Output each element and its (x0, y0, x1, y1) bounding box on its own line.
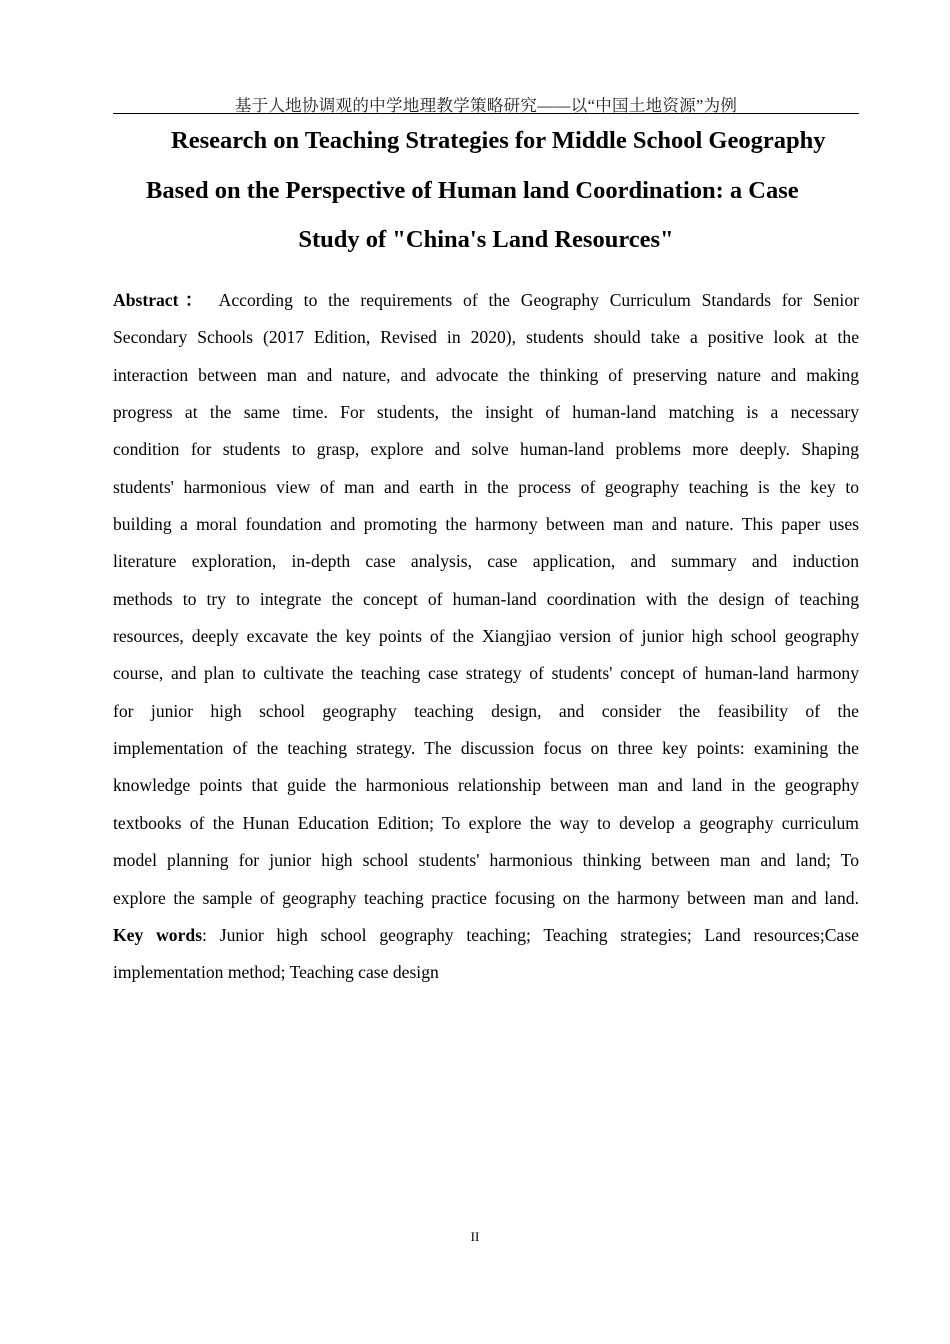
keywords-text: : Junior high school geography teaching; Teaching strategies; Land resources;Case (202, 924, 859, 945)
abstract-line: building a moral foundation and promoting the harmony between man and nature. This paper uses (113, 514, 859, 535)
paper-title (113, 122, 859, 271)
running-header: 基于人地协调观的中学地理教学策略研究——以“中国土地资源”为例 (234, 96, 738, 115)
keywords-label: Key words (113, 924, 203, 945)
abstract-line: resources, deeply excavate the key points of the Xiangjiao version of junior high school geography (113, 626, 859, 647)
keywords-line (113, 921, 859, 958)
keywords-line-2: implementation method; Teaching case design (113, 962, 439, 983)
abstract-section (113, 286, 859, 996)
title-line-3: Study of "China's Land Resources" (298, 226, 674, 253)
abstract-line: explore the sample of geography teaching practice focusing on the harmony between man and land. (113, 887, 859, 908)
abstract-line: literature exploration, in-depth case analysis, case application, and summary and induction (113, 551, 859, 572)
abstract-line: textbooks of the Hunan Education Edition; To explore the way to develop a geography curriculum (113, 812, 859, 833)
abstract-line: Secondary Schools (2017 Edition, Revised in 2020), students should take a positive look at the (113, 327, 859, 348)
abstract-line (113, 286, 859, 323)
title-line-1: Research on Teaching Strategies for Middle School Geography (171, 127, 826, 154)
abstract-line: knowledge points that guide the harmonious relationship between man and land in the geography (113, 775, 859, 796)
abstract-line: progress at the same time. For students, the insight of human-land matching is a necessary (113, 402, 859, 423)
abstract-line: implementation of the teaching strategy. The discussion focus on three key points: examining the (113, 738, 859, 759)
abstract-line: interaction between man and nature, and advocate the thinking of preserving nature and making (113, 364, 859, 385)
abstract-text: According to the requirements of the Geography Curriculum Standards for Senior (218, 290, 859, 310)
abstract-line: model planning for junior high school students' harmonious thinking between man and land; To (113, 850, 859, 871)
abstract-label: Abstract： (113, 290, 209, 310)
abstract-line: methods to try to integrate the concept of human-land coordination with the design of teaching (113, 588, 859, 609)
abstract-line: students' harmonious view of man and earth in the process of geography teaching is the key to (113, 476, 859, 497)
abstract-line: condition for students to grasp, explore and solve human-land problems more deeply. Shaping (113, 439, 859, 460)
page-number: II (470, 1229, 480, 1244)
header-rule (113, 113, 859, 114)
abstract-line: course, and plan to cultivate the teaching case strategy of students' concept of human-land harmony (113, 663, 859, 684)
title-line-2: Based on the Perspective of Human land Coordination: a Case (146, 176, 799, 204)
abstract-line: for junior high school geography teaching design, and consider the feasibility of the (113, 700, 859, 721)
